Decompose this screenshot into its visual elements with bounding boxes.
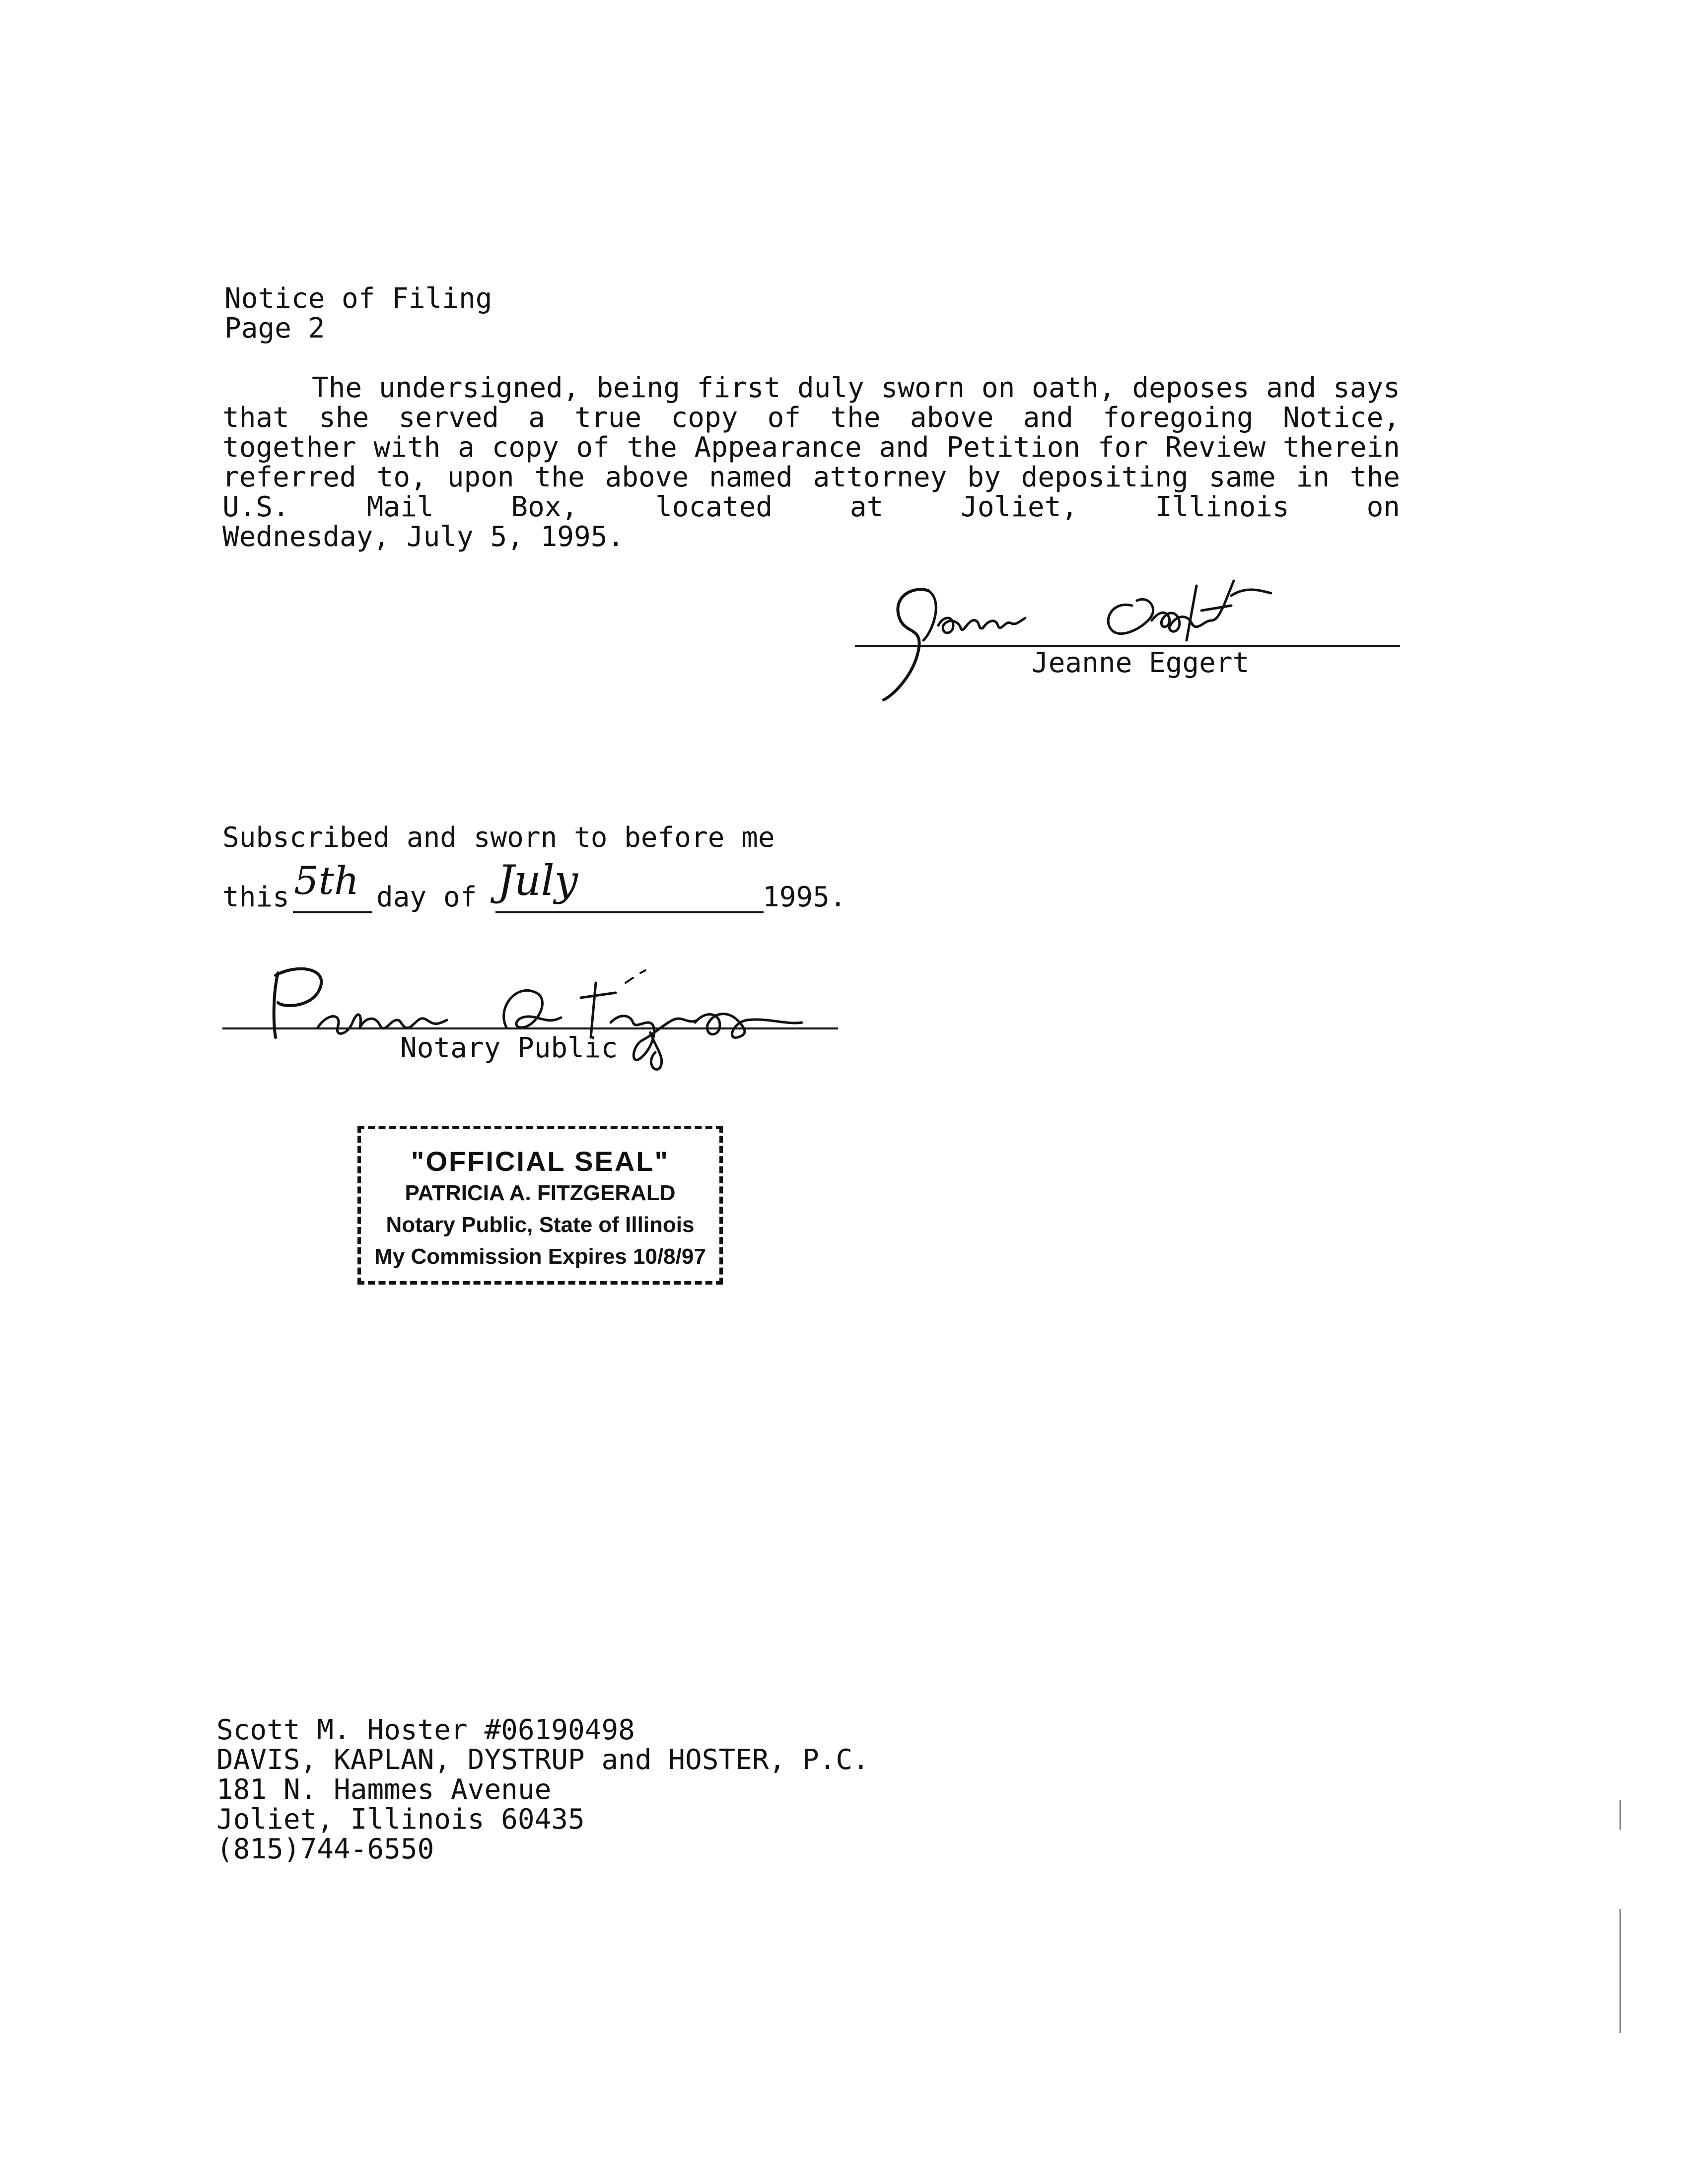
- seal-jurisdiction: Notary Public, State of Illinois: [386, 1213, 695, 1237]
- jurat-month-handwritten: July: [497, 856, 578, 905]
- law-firm-name: DAVIS, KAPLAN, DYSTRUP and HOSTER, P.C.: [216, 1744, 869, 1776]
- affidavit-paragraph: The undersigned, being first duly sworn on oath, deposes and says that she served a true copy of the above and foregoing Notice, together with a copy of the Appearance and Petition for Review therein referred to, upon the above named attorney by depositing same in the U.S. Mail Box, located at Joliet, Illinois on: [222, 372, 1400, 523]
- jurat-day-of: day of: [376, 881, 477, 913]
- attorney-name: Scott M. Hoster #06190498: [216, 1714, 635, 1746]
- seal-commission-expiry: My Commission Expires 10/8/97: [374, 1244, 706, 1269]
- notary-signature-line: [222, 1027, 838, 1029]
- affidavit-paragraph-last-line: Wednesday, July 5, 1995.: [222, 521, 625, 553]
- firm-city-state-zip: Joliet, Illinois 60435: [216, 1803, 585, 1836]
- jurat-statement: Subscribed and sworn to before me: [222, 821, 775, 854]
- affiant-name: Jeanne Eggert: [1032, 647, 1250, 679]
- scan-margin-mark: [1619, 1800, 1621, 1830]
- jurat-this: this: [222, 881, 289, 913]
- scan-margin-mark: [1619, 1909, 1621, 2033]
- firm-street-address: 181 N. Hammes Avenue: [216, 1774, 552, 1806]
- jurat-month-line: [495, 911, 764, 913]
- jurat-day-line: [293, 911, 372, 913]
- jurat-day-handwritten: 5th: [294, 859, 359, 903]
- firm-phone: (815)744-6550: [216, 1833, 434, 1865]
- seal-title: "OFFICIAL SEAL": [411, 1146, 670, 1177]
- page-number: Page 2: [224, 312, 325, 344]
- document-title: Notice of Filing: [224, 282, 492, 315]
- notary-public-label: Notary Public: [400, 1032, 618, 1064]
- affiant-signature: [854, 576, 1410, 705]
- official-seal-stamp: [357, 1126, 723, 1285]
- jurat-year: 1995.: [763, 881, 846, 913]
- seal-notary-name: PATRICIA A. FITZGERALD: [405, 1181, 676, 1205]
